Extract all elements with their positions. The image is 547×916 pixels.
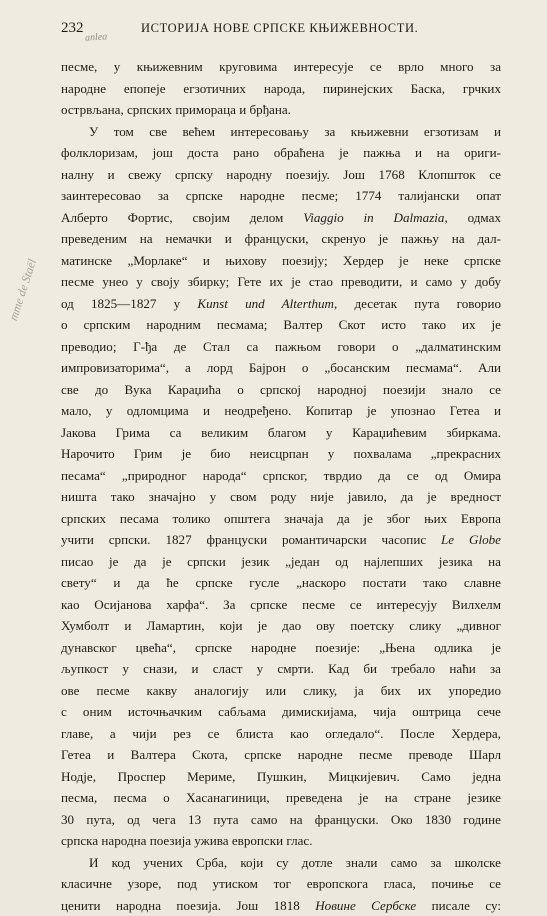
text-line: фолклоризам, још доста рано обраћена је пажња и на ориги- xyxy=(61,142,501,164)
text-line: Алберто Фортис, својим делом Viaggio in Dalmazia, одмах xyxy=(61,207,501,229)
text-line: као Осијанова харфа“. За српске песме се интересују Вилхелм xyxy=(61,594,501,616)
italic-title: Le Globe xyxy=(441,532,501,547)
text-line: песме унео у своју збирку; Гете их је стао преводити, и само у добу xyxy=(61,271,501,293)
text-line: класичне узоре, под утиском тог европскога гласа, почиње се xyxy=(61,873,501,895)
text-line: преведеним на немачки и француски, скренуо је пажњу на дал- xyxy=(61,228,501,250)
text-line: У том све већем интересовању за књижевни егзотизам и xyxy=(61,121,501,143)
text-line: 30 пута, од чега 13 пута само на француски. Око 1830 године xyxy=(61,809,501,831)
text-line: острвљана, српских приморaца и брђана. xyxy=(61,99,501,121)
text-line: главе, а чији рез се блиста као огледало“. После Хердера, xyxy=(61,723,501,745)
text-line: српска народна поезија ужива европски глас. xyxy=(61,830,501,852)
text-line: песме, у књижевним круговима интересује се врло много за xyxy=(61,56,501,78)
handwritten-annotation-margin: mme de Staël xyxy=(6,257,40,322)
text-line: налну и свежу српску народну поезију. Још 1768 Клопшток се xyxy=(61,164,501,186)
italic-title: Kunst und Alterthum xyxy=(197,296,334,311)
text-line: мало, у одломцима и неодређено. Копитар је упознао Гетеа и xyxy=(61,400,501,422)
text-line: ништа тако значајно у свом роду није јавило, да је вредност xyxy=(61,486,501,508)
text-line: учити српски. 1827 француски романтичарски часопис Le Globe xyxy=(61,529,501,551)
text-line: преводио; Г-ђа де Стал са пажњом говори о „далматинским xyxy=(61,336,501,358)
text-line: И код учених Срба, који су дотле знали само за школске xyxy=(61,852,501,874)
text-line: заинтересовао за српске народне песме; 1774 талијански опат xyxy=(61,185,501,207)
text-line: песама“ „природног народа“ српског, тврдио да се од Омира xyxy=(61,465,501,487)
text-line: матинске „Морлаке“ и њихову поезију; Хердер је неке српске xyxy=(61,250,501,272)
italic-title: Новине Сербске xyxy=(315,898,416,913)
page-header xyxy=(61,20,501,42)
text-line: дунавског цвећа“, српске народне поезије: „Њена одлика је xyxy=(61,637,501,659)
paragraph-2 xyxy=(61,121,501,852)
text-line: о српским народним песмама; Валтер Скот исто тако их је xyxy=(61,314,501,336)
paragraph-1 xyxy=(61,56,501,121)
text-line: ценити народна поезија. Још 1818 Новине Сербске писале су: xyxy=(61,895,501,916)
text-line: српских песама толико општега значаја да је због њих Европа xyxy=(61,508,501,530)
text-line: Нарочито Грим је био неисцрпан у похвалама „прекрасних xyxy=(61,443,501,465)
text-line: песма, песма о Хасанагиници, преведена је на стране језике xyxy=(61,787,501,809)
page-number: 232 xyxy=(61,20,84,37)
text-line: народне епопеје егзотичних народа, пиринејских Баска, грчких xyxy=(61,78,501,100)
text-line: с оним источњачким сабљама димискијама, чија оштрица сече xyxy=(61,701,501,723)
text-line: импровизаторима“, а лорд Бајрон о „босанским песмама“. Али xyxy=(61,357,501,379)
text-line: Нодје, Проспер Мериме, Пушкин, Мицкијевич. Само једна xyxy=(61,766,501,788)
text-line: ове песме какву аналогију или слику, ја бих их упоредио xyxy=(61,680,501,702)
italic-title: Viaggio in Dalmazia xyxy=(303,210,444,225)
text-line: писао је да је српски језик „један од најлепших језика на xyxy=(61,551,501,573)
handwritten-annotation-top: anlea xyxy=(85,31,108,44)
text-line: Хумболт и Ламартин, који је дао ову поетску слику „дивног xyxy=(61,615,501,637)
text-line: од 1825—1827 у Kunst und Alterthum, десетак пута говорио xyxy=(61,293,501,315)
running-head: ИСТОРИЈА НОВЕ СРПСКЕ КЊИЖЕВНОСТИ. xyxy=(141,21,418,36)
text-line: Гетеа и Валтера Скота, српске народне песме преводе Шарл xyxy=(61,744,501,766)
body-text xyxy=(61,56,501,916)
text-line: све до Вука Караџића о српској народној поезији знало се xyxy=(61,379,501,401)
text-line: Јакова Грима са великим благом у Караџићевим збиркама. xyxy=(61,422,501,444)
paragraph-3 xyxy=(61,852,501,916)
text-line: љупкост у снази, и сласт у смрти. Кад би требало наћи за xyxy=(61,658,501,680)
text-line: свету“ и да ће српске гусле „наскоро постати тако славне xyxy=(61,572,501,594)
